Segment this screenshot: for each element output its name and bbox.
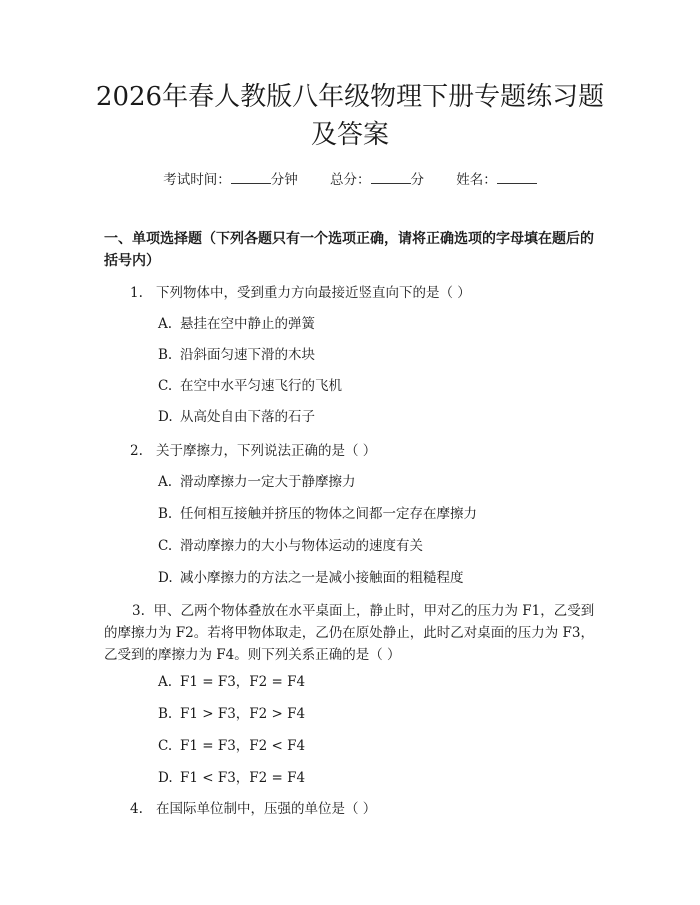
option-letter: C. (158, 378, 173, 394)
q1-option-c[interactable] (158, 376, 342, 396)
q3-option-b[interactable] (158, 704, 305, 724)
question-text: 关于摩擦力，下列说法正确的是（ ） (156, 443, 377, 459)
option-text: 从高处自由下落的石子 (180, 409, 315, 425)
title-line-1: 2026年春人教版八年级物理下册专题练习题 (95, 82, 605, 112)
option-text: 减小摩擦力的方法之一是减小接触面的粗糙程度 (180, 570, 464, 586)
exam-info (0, 168, 700, 188)
q1-option-d[interactable] (158, 407, 315, 427)
option-letter: B. (158, 706, 173, 722)
question-text: 下列物体中，受到重力方向最接近竖直向下的是（ ） (156, 285, 471, 301)
option-text: F1 > F3，F2 > F4 (180, 706, 306, 722)
q2-option-d[interactable] (158, 568, 464, 588)
question-number: 1. (130, 285, 143, 301)
title-line-2: 及答案 (310, 120, 389, 150)
q2-option-a[interactable] (158, 472, 356, 492)
score-label: 总分： (330, 172, 371, 188)
question-text: 在国际单位制中，压强的单位是（ ） (156, 801, 377, 817)
option-text: 任何相互接触并挤压的物体之间都一定存在摩擦力 (180, 506, 477, 522)
option-text: 悬挂在空中静止的弹簧 (180, 316, 315, 332)
q1-option-a[interactable] (158, 314, 315, 334)
q2-option-b[interactable] (158, 504, 477, 524)
time-unit: 分钟 (270, 172, 298, 188)
score-blank[interactable] (371, 171, 411, 184)
option-text: F1 = F3，F2 = F4 (180, 674, 306, 690)
q3-option-c[interactable] (158, 736, 305, 756)
question-text: 甲、乙两个物体叠放在水平桌面上，静止时，甲对乙的压力为 F1，乙受到的摩擦力为 F2。若将甲物体取走，乙仍在原处静止，此时乙对桌面的压力为 F3，乙受到的摩擦力为 F4。则下列关系正确的是（ ） (104, 603, 595, 663)
option-text: 沿斜面匀速下滑的木块 (180, 347, 315, 363)
option-letter: C. (158, 738, 173, 754)
exam-time (163, 168, 298, 188)
option-letter: D. (158, 570, 173, 586)
question-number: 2. (130, 443, 143, 459)
question-number: 3. (132, 603, 145, 619)
q2-option-c[interactable] (158, 536, 423, 556)
option-text: 在空中水平匀速飞行的飞机 (180, 378, 342, 394)
exam-name (456, 168, 537, 188)
option-text: 滑动摩擦力的大小与物体运动的速度有关 (180, 538, 423, 554)
question-4 (130, 798, 376, 820)
time-blank[interactable] (231, 171, 271, 184)
option-letter: D. (158, 409, 173, 425)
section-heading: 一、单项选择题（下列各题只有一个选项正确，请将正确选项的字母填在题后的括号内） (104, 231, 594, 269)
option-letter: A. (158, 674, 173, 690)
question-number: 4. (130, 801, 143, 817)
option-letter: B. (158, 506, 173, 522)
q3-option-d[interactable] (158, 768, 305, 788)
name-blank[interactable] (497, 171, 537, 184)
time-label: 考试时间： (163, 172, 231, 188)
page-title (80, 78, 620, 154)
option-letter: D. (158, 770, 173, 786)
option-text: F1 = F3，F2 < F4 (180, 738, 306, 754)
question-3 (104, 600, 602, 666)
q1-option-b[interactable] (158, 345, 315, 365)
option-letter: A. (158, 474, 173, 490)
exam-score (330, 168, 424, 188)
question-1 (130, 282, 471, 304)
option-text: F1 < F3，F2 = F4 (180, 770, 306, 786)
option-text: 滑动摩擦力一定大于静摩擦力 (180, 474, 356, 490)
option-letter: A. (158, 316, 173, 332)
q3-option-a[interactable] (158, 672, 305, 692)
option-letter: B. (158, 347, 173, 363)
name-label: 姓名： (456, 172, 497, 188)
option-letter: C. (158, 538, 173, 554)
question-2 (130, 440, 376, 462)
score-unit: 分 (410, 172, 424, 188)
